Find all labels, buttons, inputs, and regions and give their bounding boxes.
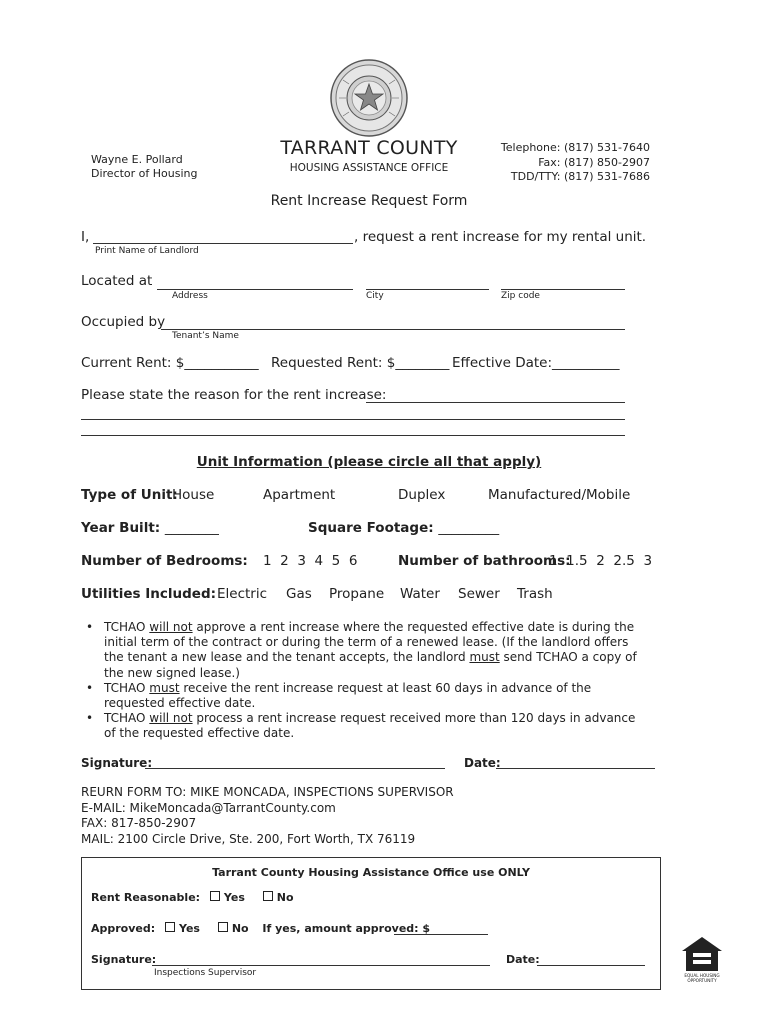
utility-propane[interactable]: Propane (329, 586, 385, 602)
utility-water[interactable]: Water (400, 586, 440, 602)
rent-reasonable-no-checkbox[interactable] (263, 891, 273, 901)
type-duplex[interactable]: Duplex (398, 487, 446, 503)
address-label: Address (172, 291, 208, 301)
return-fax: FAX: 817-850-2907 (81, 816, 197, 830)
amount-approved-field[interactable] (394, 934, 488, 935)
org-sub: HOUSING ASSISTANCE OFFICE (289, 162, 449, 174)
rent-reasonable-yes-checkbox[interactable] (210, 891, 220, 901)
landlord-prefix: I, (81, 229, 90, 245)
fax: Fax: (817) 850-2907 (538, 155, 650, 169)
director-name: Wayne E. Pollard (91, 153, 183, 166)
tenant-label: Tenant’s Name (172, 331, 239, 341)
office-date-label: Date: (506, 953, 540, 966)
tenant-name-field[interactable] (161, 329, 625, 330)
city-field[interactable] (366, 289, 489, 290)
occupied-prefix: Occupied by (81, 314, 166, 330)
current-rent-field[interactable]: ___________ (184, 355, 259, 371)
effective-date-field[interactable]: __________ (552, 355, 620, 371)
return-mail: MAIL: 2100 Circle Drive, Ste. 200, Fort Worth, TX 76119 (81, 831, 416, 846)
approved-no-checkbox[interactable] (218, 922, 228, 932)
utility-gas[interactable]: Gas (286, 586, 312, 602)
office-signature-field[interactable] (152, 965, 490, 966)
type-label: Type of Unit: (81, 487, 178, 503)
type-house[interactable]: House (172, 487, 215, 503)
type-apartment[interactable]: Apartment (263, 487, 336, 503)
utilities-label: Utilities Included: (81, 586, 217, 602)
amount-approved-label: If yes, amount approved: $ (262, 922, 431, 935)
tdd-tty: TDD/TTY: (817) 531-7686 (510, 170, 650, 183)
sqft-label: Square Footage: (308, 520, 434, 536)
return-to: REURN FORM TO: MIKE MONCADA, INSPECTIONS SUPERVISOR (81, 785, 454, 799)
approved-yes-checkbox[interactable] (165, 922, 175, 932)
approved-yes-label: Yes (179, 922, 200, 935)
county-seal-icon (329, 58, 409, 138)
date-label: Date: (464, 756, 501, 770)
approved-no-label: No (231, 922, 249, 935)
current-rent-label: Current Rent: $ (81, 355, 185, 371)
utility-sewer[interactable]: Sewer (458, 586, 500, 602)
form-title: Rent Increase Request Form (270, 193, 468, 209)
effective-date-label: Effective Date: (452, 355, 553, 371)
bullet-3: • TCHAO will not process a rent increase request received more than 120 days in advance of the requested effective date. (82, 711, 648, 741)
office-date-field[interactable] (537, 965, 645, 966)
requested-rent-label: Requested Rent: $ (271, 355, 396, 371)
org-name: TARRANT COUNTY (280, 137, 458, 159)
office-use-box (81, 857, 661, 990)
reason-line-3[interactable] (81, 435, 625, 436)
svg-text:EQUAL HOUSING: EQUAL HOUSING (684, 973, 720, 978)
reason-line-1[interactable] (366, 402, 625, 403)
landlord-label: Print Name of Landlord (95, 246, 199, 256)
bullet-2: • TCHAO must receive the rent increase request at least 60 days in advance of the requested effective date. (82, 681, 648, 711)
office-use-title: Tarrant County Housing Assistance Office use ONLY (212, 866, 530, 879)
location-prefix: Located at (81, 273, 153, 289)
bullet-1: • TCHAO will not approve a rent increase where the requested effective date is during the initial term of the contract or during the term of a renewed lease. (If the landlord offers the tenant a new lease and the tenant accepts, the landlord must send TCHAO a copy of the new signed lease.) (82, 620, 648, 681)
requested-rent-field[interactable]: ________ (395, 355, 450, 371)
rent-reasonable-label: Rent Reasonable: (91, 891, 201, 904)
rent-reasonable-no-label: No (276, 891, 294, 904)
zip-field[interactable] (501, 289, 625, 290)
year-built-field[interactable]: ________ (164, 520, 219, 536)
bathrooms-label: Number of bathrooms: (398, 553, 571, 569)
reason-label: Please state the reason for the rent increase: (81, 387, 387, 403)
type-mobile[interactable]: Manufactured/Mobile (488, 487, 631, 503)
utility-electric[interactable]: Electric (217, 586, 268, 602)
city-label: City (366, 291, 384, 301)
utility-trash[interactable]: Trash (517, 586, 553, 602)
director-title: Director of Housing (91, 167, 198, 180)
year-built-label: Year Built: (81, 520, 161, 536)
return-email[interactable]: E-MAIL: MikeMoncada@TarrantCounty.com (81, 800, 336, 815)
svg-text:OPPORTUNITY: OPPORTUNITY (687, 978, 717, 983)
landlord-suffix: , request a rent increase for my rental unit. (354, 229, 647, 245)
sqft-field[interactable]: _________ (438, 520, 500, 536)
address-field[interactable] (157, 289, 353, 290)
unit-info-heading: Unit Information (please circle all that apply) (196, 454, 542, 470)
date-field[interactable] (496, 768, 655, 769)
rent-reasonable-yes-label: Yes (223, 891, 245, 904)
supervisor-label: Inspections Supervisor (154, 968, 257, 978)
bedrooms-options[interactable]: 1 2 3 4 5 6 (263, 553, 358, 569)
zip-label: Zip code (501, 291, 540, 301)
landlord-name-field[interactable] (93, 243, 353, 244)
bedrooms-label: Number of Bedrooms: (81, 553, 248, 569)
office-signature-label: Signature: (91, 953, 157, 966)
approved-label: Approved: (91, 922, 156, 935)
signature-field[interactable] (145, 768, 445, 769)
signature-label: Signature: (81, 756, 153, 770)
equal-housing-icon (680, 935, 724, 985)
bathrooms-options[interactable]: 1 1.5 2 2.5 3 (549, 553, 653, 569)
telephone: Telephone: (817) 531-7640 (500, 141, 650, 154)
reason-line-2[interactable] (81, 419, 625, 420)
